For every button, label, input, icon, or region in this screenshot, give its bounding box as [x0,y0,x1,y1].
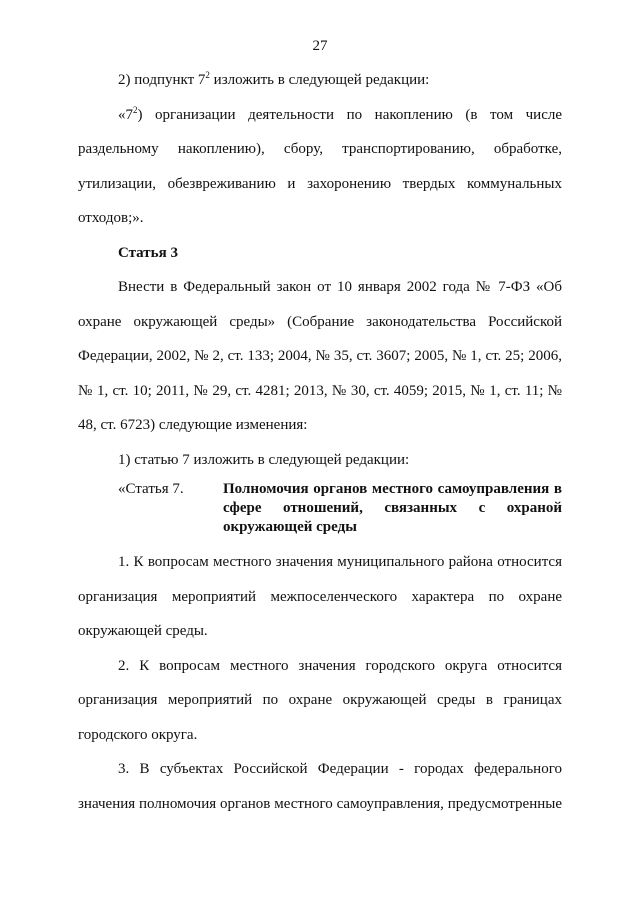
article-3-heading: Статья 3 [118,244,178,261]
article-7-title: Полномочия органов местного самоуправления в сфере отношений, связанных с охраной окружающей среды [223,481,562,535]
superscript: 2 [205,70,210,80]
page-number: 27 [312,38,328,54]
document-body [78,63,562,821]
superscript: 2 [133,104,138,115]
article-7-label: «Статья 7. [118,481,184,497]
paragraph-subitem-text [78,98,562,236]
paragraph-text: ) организации деятельности по накоплению (в том числе раздельному накоплению), сбору, транспортированию, обработке, утилизации, обезвреживанию и захоронению твердых коммунальных отходов;». [78,106,562,226]
paragraph-amendment-subitem [78,63,562,98]
article-7-heading [78,480,562,537]
paragraph-amend-law: Внести в Федеральный закон от 10 января 2002 года № 7-ФЗ «Об охране окружающей среды» (Собрание законодательства Российской Федерации, 2002, № 2, ст. 133; 2004, № 35, ст. 3607; 2005, № 1, ст. 25; 2006, № 1, ст. 10; 2011, № 29, ст. 4281; 2013, № 30, ст. 4059; 2015, № 1, ст. 11; № 48, ст. 6723) следующие изменения: [78,279,562,433]
paragraph-item-2: 2. К вопросам местного значения городского округа относится организация мероприятий по охране окружающей среды в границах городского округа. [78,657,562,743]
paragraph-text: 2) подпункт 7 [118,72,206,88]
paragraph-text: изложить в следующей редакции: [209,72,430,88]
paragraph-text: «7 [118,106,133,123]
paragraph-item-3: 3. В субъектах Российской Федерации - городах федерального значения полномочия органов местного самоуправления, предусмотренные [78,761,562,812]
paragraph-item-1: 1. К вопросам местного значения муниципального района относится организация мероприятий межпоселенческого характера по охране окружающей среды. [78,554,562,639]
paragraph-article-7-intro: 1) статью 7 изложить в следующей редакции: [118,451,410,468]
